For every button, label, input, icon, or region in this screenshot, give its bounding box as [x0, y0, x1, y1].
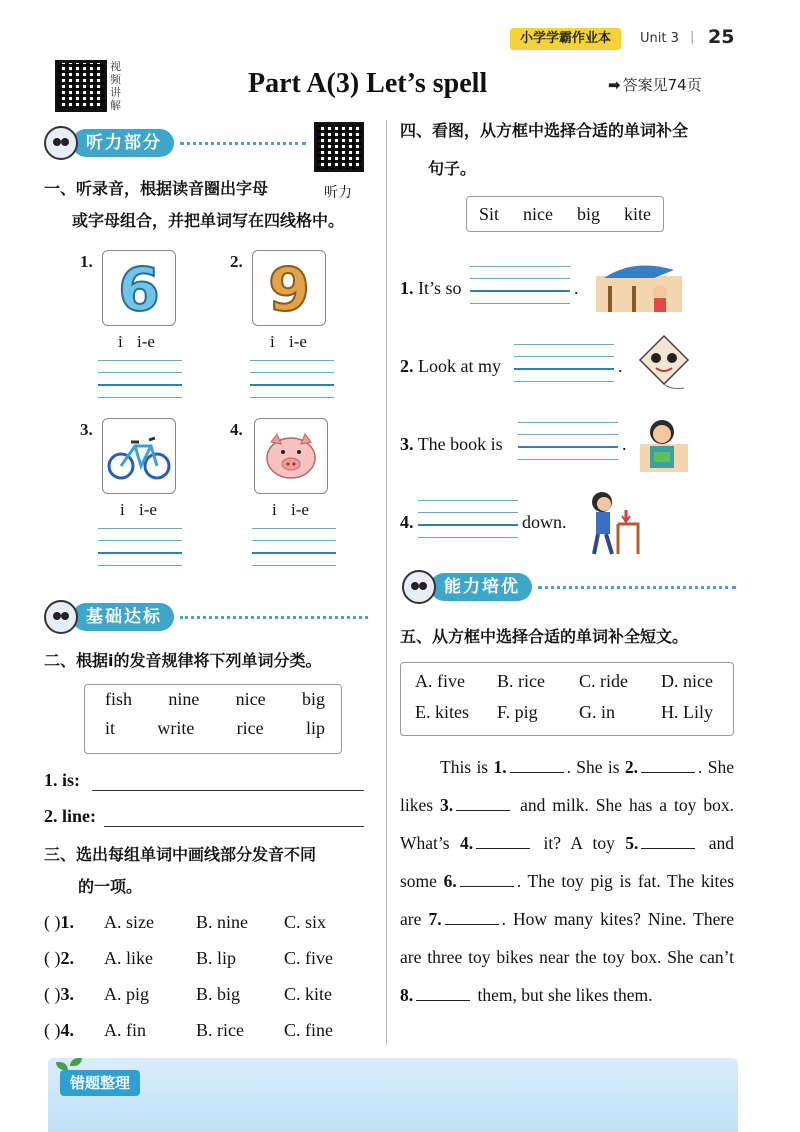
word-it: it [105, 718, 116, 738]
listening-banner [44, 128, 306, 158]
option-c: C. five [284, 948, 333, 968]
passage-text: it? A toy [533, 833, 626, 853]
q4-instruction-line2: 句子。 [428, 159, 477, 178]
option-b: B. rice [196, 1020, 244, 1040]
four-line-grid[interactable] [418, 500, 518, 538]
page-number: 25 [708, 26, 735, 48]
pig-icon [254, 418, 328, 494]
passage-text: . How many kites? Nine. There are three toy bikes near the toy box. She can’t [400, 909, 734, 967]
passage-text: . The toy pig is fat. The kites are [400, 871, 735, 929]
mistake-review-label: 错题整理 [60, 1070, 140, 1096]
q4-number: 1. [400, 278, 414, 298]
option-f-pig: F. pig [497, 702, 538, 722]
blank-number: 1. [493, 757, 507, 777]
option-a-five: A. five [415, 671, 465, 691]
kite-face-picture-icon [636, 334, 692, 392]
column-divider [386, 120, 387, 1045]
option-b: B. lip [196, 948, 237, 968]
q1-options[interactable]: i i-e [120, 500, 157, 519]
arrow-right-icon: ➡ [608, 76, 621, 94]
answer-blank[interactable] [476, 835, 530, 849]
q4-sentence [400, 434, 503, 455]
unit-label: Unit 3 [640, 31, 679, 46]
q5-instruction: 五、从方框中选择合适的单词补全短文。 [400, 627, 689, 646]
q4-number: 3. [400, 434, 414, 454]
kite-picture-icon [594, 258, 684, 314]
option-c: C. fine [284, 1020, 333, 1040]
basics-banner [44, 602, 368, 632]
word-nine: nine [168, 689, 200, 709]
q2-word-box [84, 684, 342, 754]
answer-reference [608, 74, 702, 95]
unit-separator: | [690, 30, 695, 45]
q1-options[interactable]: i i-e [272, 500, 309, 519]
word-lip: lip [305, 718, 325, 738]
q4-sentence-end: down. [522, 512, 567, 532]
q2-answer-label: 2. line: [44, 806, 96, 826]
q2-answer-line[interactable] [104, 826, 364, 827]
qr-video-label: 视频讲解 [110, 60, 121, 112]
answer-blank[interactable] [456, 797, 510, 811]
four-line-grid[interactable] [98, 360, 182, 398]
q3-number: 3. [60, 984, 74, 1004]
answer-reference-text: 答案见74页 [622, 76, 702, 94]
q4-word-box [466, 196, 664, 232]
word-nice: nice [235, 689, 266, 709]
girl-reading-picture-icon [638, 414, 690, 474]
q1-item-number: 4. [230, 420, 243, 439]
q4-sentence-text: It’s so [418, 278, 462, 298]
answer-paren[interactable]: ( ) [44, 912, 61, 932]
q4-number: 4. [400, 512, 414, 532]
option-a: A. size [104, 912, 154, 932]
q4-sentence-end: . [622, 434, 627, 454]
cat-mascot-icon [44, 600, 78, 634]
q1-item-number: 2. [230, 252, 243, 271]
option-c-ride: C. ride [579, 671, 628, 691]
answer-blank[interactable] [460, 873, 514, 887]
q4-instruction-line1: 四、看图，从方框中选择合适的单词补全 [400, 121, 689, 140]
q4-sentence [400, 278, 462, 299]
q3-row [44, 1020, 374, 1041]
option-c: C. kite [284, 984, 332, 1004]
advanced-banner [402, 572, 736, 602]
listening-banner-label: 听力部分 [72, 129, 174, 157]
option-b-rice: B. rice [497, 671, 545, 691]
passage-text: them, but she likes them. [473, 985, 653, 1005]
q3-row [44, 912, 374, 933]
word-fish: fish [105, 689, 132, 709]
blank-number: 4. [459, 833, 474, 853]
banner-dotted-line [538, 586, 736, 589]
basics-banner-label: 基础达标 [72, 603, 174, 631]
q4-number: 2. [400, 356, 414, 376]
passage-text: . She is [566, 757, 625, 777]
four-line-grid[interactable] [252, 528, 336, 566]
q1-options[interactable]: i i-e [118, 332, 155, 351]
four-line-grid[interactable] [470, 266, 570, 304]
svg-text:9: 9 [268, 256, 310, 320]
answer-paren[interactable]: ( ) [44, 948, 61, 968]
listening-qr-label: 听力 [324, 185, 352, 201]
option-e-kites: E. kites [415, 702, 469, 722]
q3-row [44, 984, 374, 1005]
q3-row [44, 948, 374, 969]
word-sit: Sit [478, 203, 499, 224]
option-b: B. big [196, 984, 241, 1004]
q4-sentence-end: . [618, 356, 623, 376]
blank-number: 6. [443, 871, 457, 891]
four-line-grid[interactable] [98, 528, 182, 566]
series-tag: 小学学霸作业本 [510, 28, 621, 50]
svg-text:6: 6 [118, 256, 160, 320]
blank-number: 5. [625, 833, 639, 853]
q3-number: 2. [60, 948, 74, 968]
answer-blank[interactable] [445, 911, 499, 925]
blank-number: 7. [428, 909, 442, 929]
q1-item-number: 3. [80, 420, 93, 439]
blank-number: 3. [440, 795, 454, 815]
option-a: A. fin [104, 1020, 146, 1040]
word-write: write [157, 718, 195, 738]
q1-item-number: 1. [80, 252, 93, 271]
q5-option-box [400, 662, 734, 736]
word-nice: nice [522, 203, 553, 224]
answer-paren[interactable]: ( ) [44, 1020, 61, 1040]
panda-mascot-icon [402, 570, 436, 604]
listening-qr-code-icon[interactable] [314, 122, 364, 172]
q4-sentence-end: . [574, 278, 579, 298]
word-rice: rice [236, 718, 264, 738]
option-d-nice: D. nice [661, 671, 713, 691]
q4-sentence [400, 512, 414, 533]
word-big: big [301, 689, 325, 709]
q3-instruction-line1: 三、选出每组单词中画线部分发音不同 [44, 845, 317, 864]
answer-blank[interactable] [510, 759, 564, 773]
q3-number: 4. [60, 1020, 74, 1040]
q5-passage [400, 748, 734, 1014]
boy-sitting-picture-icon [582, 488, 644, 558]
q3-number: 1. [60, 912, 74, 932]
video-qr-code-icon[interactable] [55, 60, 107, 112]
word-big: big [576, 203, 600, 224]
q2-answer-line[interactable] [92, 790, 364, 791]
q4-sentence [400, 356, 501, 377]
mistake-review-area[interactable] [48, 1058, 738, 1132]
q4-sentence-text: The book is [417, 434, 503, 454]
answer-blank[interactable] [641, 759, 695, 773]
bicycle-icon [102, 418, 176, 494]
q2-instruction: 二、根据i的发音规律将下列单词分类。 [44, 651, 322, 670]
blank-number: 2. [624, 757, 639, 777]
q1-instruction-line2: 或字母组合，并把单词写在四线格中。 [72, 211, 345, 230]
q1-instruction-line1: 一、听录音，根据读音圈出字母 [44, 179, 269, 198]
passage-text: and milk. She has a toy box. What’s [400, 795, 734, 853]
banner-dotted-line [180, 142, 306, 145]
answer-blank[interactable] [416, 987, 470, 1001]
passage-text: . She likes [400, 757, 734, 815]
number-six-icon [102, 250, 176, 326]
option-h-lily: H. Lily [661, 702, 713, 722]
passage-text: and some [400, 833, 734, 891]
q4-sentence-text: Look at my [418, 356, 501, 376]
blank-number: 8. [400, 985, 414, 1005]
q2-answer-label: 1. is: [44, 770, 80, 790]
robot-mascot-icon [44, 126, 78, 160]
four-line-grid[interactable] [514, 344, 614, 382]
passage-text: This is [440, 757, 494, 777]
four-line-grid[interactable] [250, 360, 334, 398]
answer-paren[interactable]: ( ) [44, 984, 61, 1004]
option-a: A. like [104, 948, 153, 968]
page-title: Part A(3) Let’s spell [248, 68, 488, 99]
word-kite: kite [623, 203, 651, 224]
option-c: C. six [284, 912, 327, 932]
answer-blank[interactable] [641, 835, 695, 849]
option-b: B. nine [196, 912, 248, 932]
banner-dotted-line [180, 616, 368, 619]
option-g-in: G. in [579, 702, 615, 722]
option-a: A. pig [104, 984, 149, 1004]
number-nine-icon [252, 250, 326, 326]
q3-instruction-line2: 的一项。 [78, 877, 143, 896]
q1-options[interactable]: i i-e [270, 332, 307, 351]
advanced-banner-label: 能力培优 [430, 573, 532, 601]
four-line-grid[interactable] [518, 422, 618, 460]
